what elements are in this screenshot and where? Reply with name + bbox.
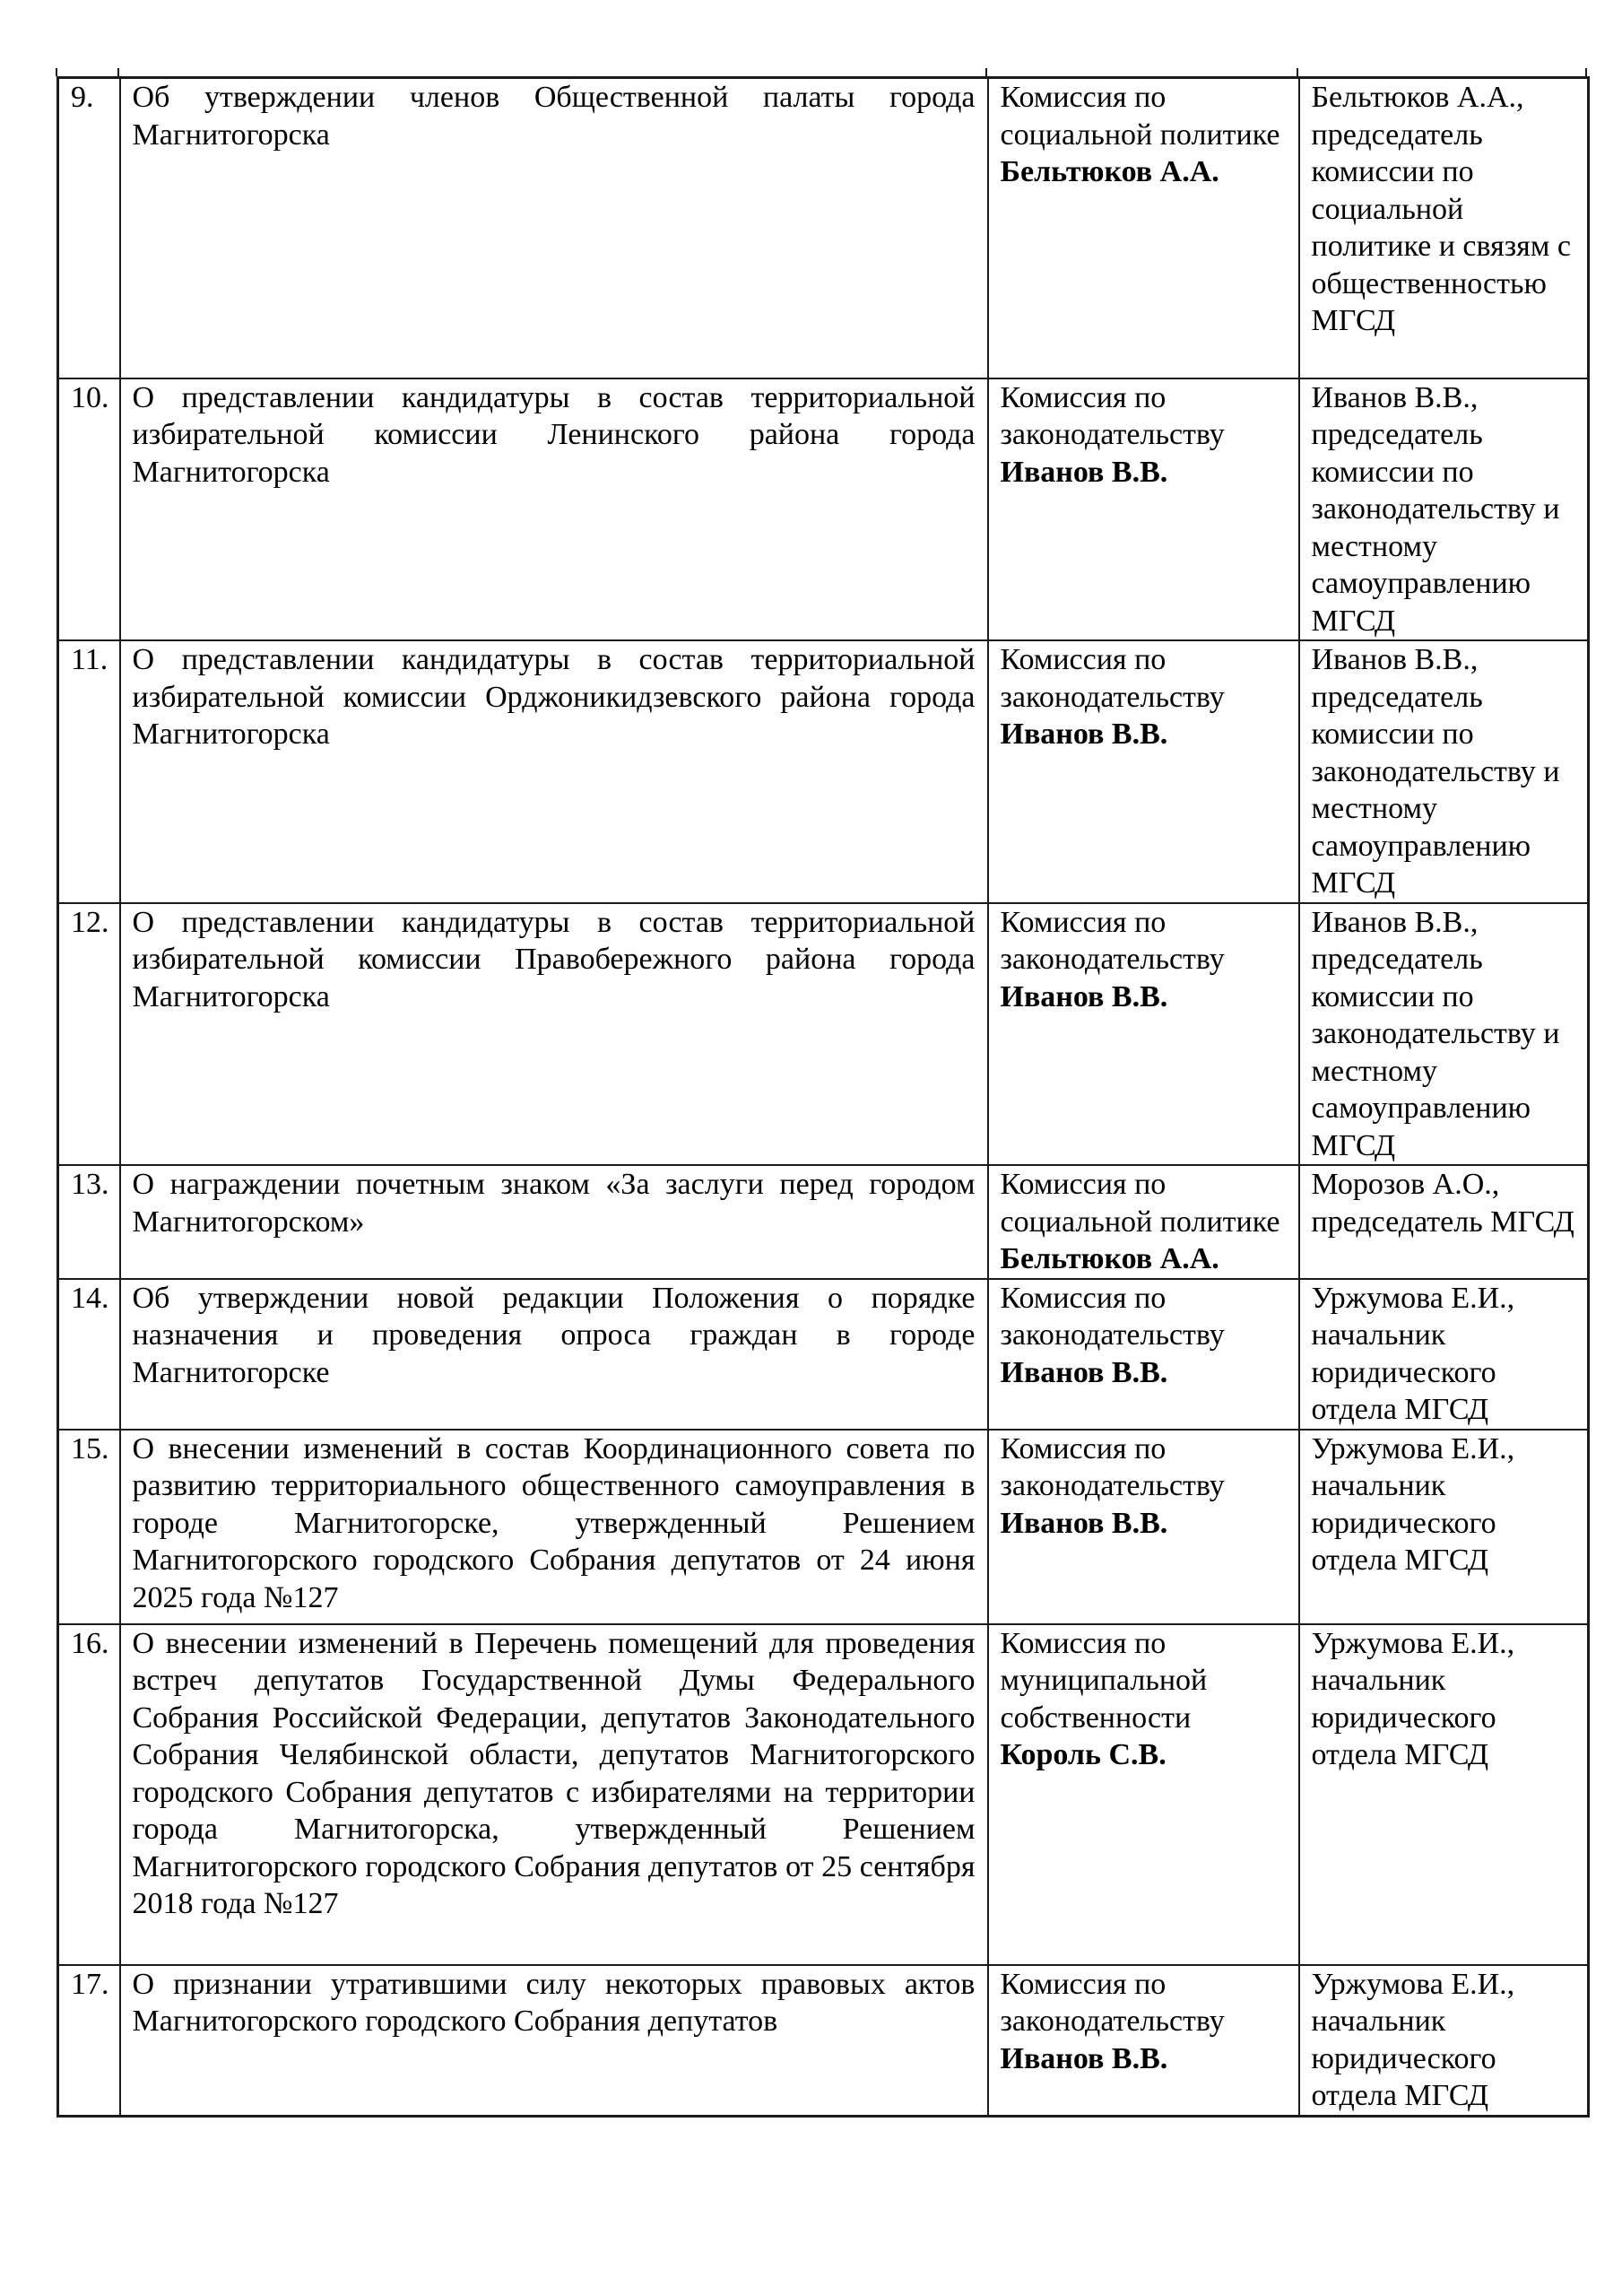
row-commission [988, 378, 1299, 641]
table-row [58, 1430, 1589, 1624]
commission-chair-name: Бельтюков А.А. [1000, 1242, 1219, 1275]
commission-label: Комиссия по законодательству [1000, 905, 1225, 976]
row-topic: О внесении изменений в состав Координационного совета по развитию территориального общественного самоуправления в городе Магнитогорске, утвержденный Решением Магнитогорского городского Собрания депутатов от 24 июня 2025 года №127 [120, 1430, 988, 1624]
row-responsible: Уржумова Е.И., начальник юридического отдела МГСД [1299, 1430, 1589, 1624]
row-commission [988, 640, 1299, 903]
table-row [58, 1624, 1589, 1965]
table-row [58, 78, 1589, 378]
row-commission [988, 1624, 1299, 1965]
row-number: 16. [58, 1624, 120, 1965]
commission-label: Комиссия по социальной политике [1000, 1168, 1280, 1239]
row-responsible: Морозов А.О., председатель МГСД [1299, 1165, 1589, 1279]
commission-label: Комиссия по социальной политике [1000, 81, 1280, 152]
border-stub [985, 68, 987, 76]
commission-chair-name: Иванов В.В. [1000, 1506, 1168, 1540]
row-responsible: Уржумова Е.И., начальник юридического отдела МГСД [1299, 1965, 1589, 2117]
row-responsible: Уржумова Е.И., начальник юридического отдела МГСД [1299, 1624, 1589, 1965]
row-commission [988, 1165, 1299, 1279]
table-row [58, 903, 1589, 1166]
row-commission [988, 1430, 1299, 1624]
row-responsible: Уржумова Е.И., начальник юридического отдела МГСД [1299, 1279, 1589, 1430]
row-number: 12. [58, 903, 120, 1166]
row-responsible: Иванов В.В., председатель комиссии по законодательству и местному самоуправлению МГСД [1299, 378, 1589, 641]
row-number: 11. [58, 640, 120, 903]
row-number: 10. [58, 378, 120, 641]
border-stub [1585, 68, 1587, 76]
commission-label: Комиссия по законодательству [1000, 643, 1225, 714]
agenda-table [56, 76, 1590, 2118]
table-row [58, 640, 1589, 903]
row-number: 13. [58, 1165, 120, 1279]
commission-label: Комиссия по законодательству [1000, 1281, 1225, 1352]
row-topic: О награждении почетным знаком «За заслуги перед городом Магнитогорском» [120, 1165, 988, 1279]
row-commission [988, 1965, 1299, 2117]
row-topic: Об утверждении новой редакции Положения о порядке назначения и проведения опроса граждан в городе Магнитогорске [120, 1279, 988, 1430]
commission-chair-name: Бельтюков А.А. [1000, 155, 1219, 188]
row-commission [988, 903, 1299, 1166]
commission-label: Комиссия по муниципальной собственности [1000, 1626, 1208, 1735]
commission-chair-name: Иванов В.В. [1000, 1355, 1168, 1389]
row-topic: О внесении изменений в Перечень помещений для проведения встреч депутатов Государственной Думы Федерального Собрания Российской Федерации, депутатов Законодательного Собрания Челябинской области, депутатов Магнитогорского городского Собрания депутатов с избирателями на территории города Магнитогорска, утвержденный Решением Магнитогорского городского Собрания депутатов от 25 сентября 2018 года №127 [120, 1624, 988, 1965]
commission-label: Комиссия по законодательству [1000, 1431, 1225, 1502]
table-row [58, 1165, 1589, 1279]
row-number: 17. [58, 1965, 120, 2117]
table-row [58, 1279, 1589, 1430]
commission-chair-name: Иванов В.В. [1000, 718, 1168, 751]
table-row [58, 378, 1589, 641]
table-row [58, 1965, 1589, 2117]
commission-chair-name: Иванов В.В. [1000, 979, 1168, 1013]
row-number: 9. [58, 78, 120, 378]
row-number: 15. [58, 1430, 120, 1624]
row-topic: О признании утратившими силу некоторых правовых актов Магнитогорского городского Собрания депутатов [120, 1965, 988, 2117]
border-stub [117, 68, 119, 76]
row-number: 14. [58, 1279, 120, 1430]
row-topic: Об утверждении членов Общественной палаты города Магнитогорска [120, 78, 988, 378]
commission-label: Комиссия по законодательству [1000, 1967, 1225, 2038]
commission-chair-name: Король С.В. [1000, 1738, 1167, 1771]
commission-chair-name: Иванов В.В. [1000, 455, 1168, 489]
row-topic: О представлении кандидатуры в состав территориальной избирательной комиссии Орджоникидзевского района города Магнитогорска [120, 640, 988, 903]
row-topic: О представлении кандидатуры в состав территориальной избирательной комиссии Правобережного района города Магнитогорска [120, 903, 988, 1166]
row-responsible: Иванов В.В., председатель комиссии по законодательству и местному самоуправлению МГСД [1299, 640, 1589, 903]
border-stub [56, 68, 57, 76]
border-stub [1297, 68, 1298, 76]
row-topic: О представлении кандидатуры в состав территориальной избирательной комиссии Ленинского района города Магнитогорска [120, 378, 988, 641]
agenda-table-body [58, 78, 1589, 2117]
row-commission [988, 1279, 1299, 1430]
commission-label: Комиссия по законодательству [1000, 380, 1225, 451]
row-commission [988, 78, 1299, 378]
commission-chair-name: Иванов В.В. [1000, 2041, 1168, 2075]
row-responsible: Бельтюков А.А., председатель комиссии по социальной политике и связям с общественностью МГСД [1299, 78, 1589, 378]
row-responsible: Иванов В.В., председатель комиссии по законодательству и местному самоуправлению МГСД [1299, 903, 1589, 1166]
